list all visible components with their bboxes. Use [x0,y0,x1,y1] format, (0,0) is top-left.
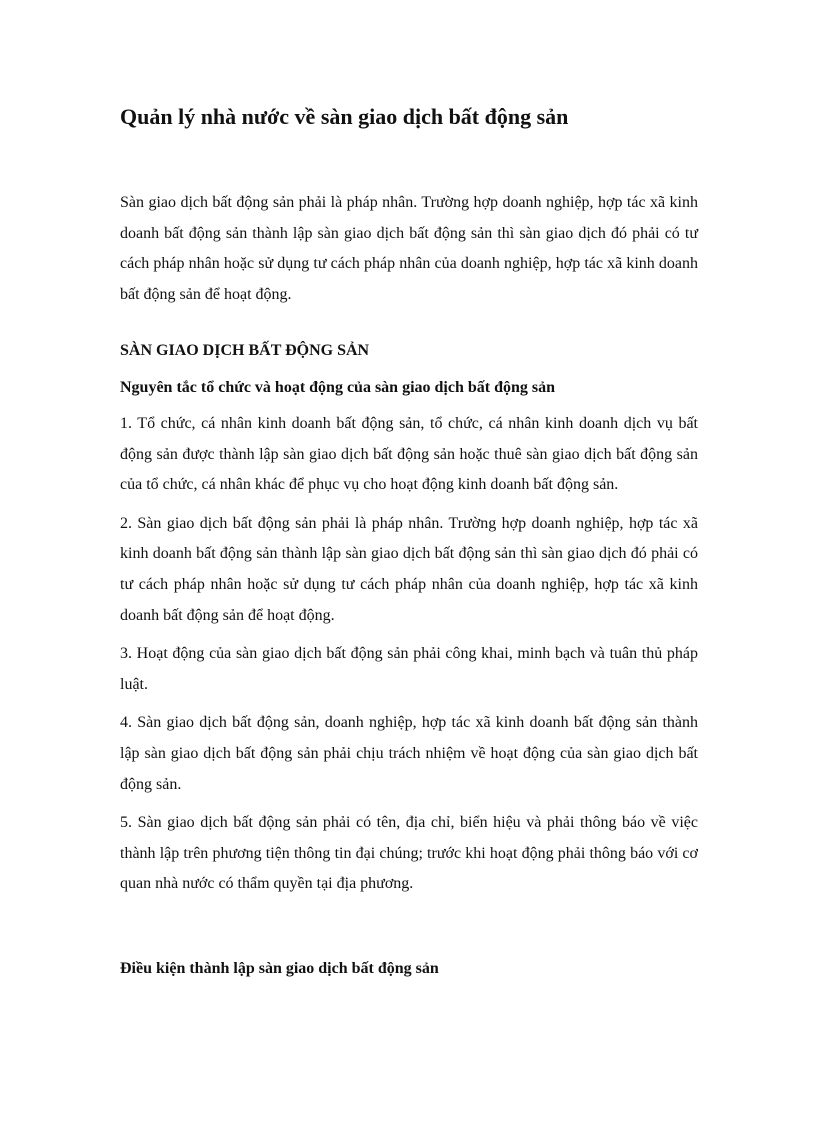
list-item: 1. Tổ chức, cá nhân kinh doanh bất động sản, tổ chức, cá nhân kinh doanh dịch vụ bất động sản được thành lập sàn giao dịch bất động sản hoặc thuê sàn giao dịch bất động sản của tổ chức, cá nhân khác để phục vụ cho hoạt động kinh doanh bất động sản. [120,415,698,494]
list-item: 2. Sàn giao dịch bất động sản phải là pháp nhân. Trường hợp doanh nghiệp, hợp tác xã kinh doanh bất động sản thành lập sàn giao dịch bất động sản thì sàn giao dịch đó phải có tư cách pháp nhân hoặc sử dụng tư cách pháp nhân của doanh nghiệp, hợp tác xã kinh doanh bất động sản để hoạt động. [120,514,698,624]
subheading-principles: Nguyên tắc tổ chức và hoạt động của sàn giao dịch bất động sản [120,379,555,396]
document-title: Quản lý nhà nước về sàn giao dịch bất động sản [120,104,569,129]
list-item: 4. Sàn giao dịch bất động sản, doanh nghiệp, hợp tác xã kinh doanh bất động sản thành lập sàn giao dịch bất động sản phải chịu trách nhiệm về hoạt động của sàn giao dịch bất động sản. [120,714,698,793]
list-item: 3. Hoạt động của sàn giao dịch bất động sản phải công khai, minh bạch và tuân thủ pháp luật. [120,645,698,693]
list-item: 5. Sàn giao dịch bất động sản phải có tên, địa chỉ, biển hiệu và phải thông báo về việc thành lập trên phương tiện thông tin đại chúng; trước khi hoạt động phải thông báo với cơ quan nhà nước có thẩm quyền tại địa phương. [120,814,698,893]
section-heading: SÀN GIAO DỊCH BẤT ĐỘNG SẢN [120,342,370,359]
intro-paragraph: Sàn giao dịch bất động sản phải là pháp nhân. Trường hợp doanh nghiệp, hợp tác xã kinh doanh bất động sản thành lập sàn giao dịch bất động sản thì sàn giao dịch đó phải có tư cách pháp nhân hoặc sử dụng tư cách pháp nhân của doanh nghiệp, hợp tác xã kinh doanh bất động sản để hoạt động. [120,194,698,303]
subheading-conditions: Điều kiện thành lập sàn giao dịch bất động sản [120,960,439,977]
principles-list [120,409,698,908]
